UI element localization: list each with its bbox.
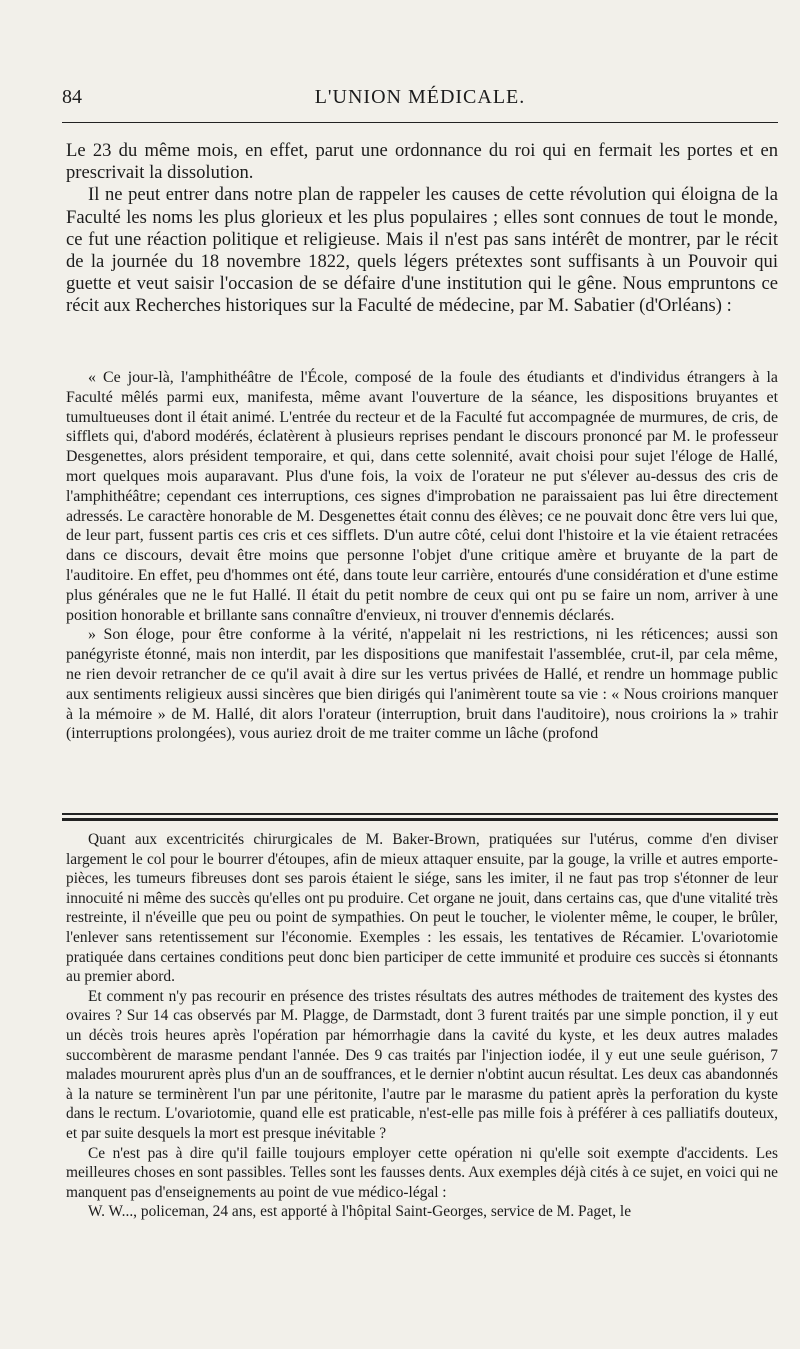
- page-header: [62, 86, 778, 116]
- paragraph: Ce n'est pas à dire qu'il faille toujours employer cette opération ni qu'elle soit exempte d'accidents. Les meilleures choses en sont passibles. Telles sont les fausses dents. Aux exemples déjà cités à ce sujet, en voici qui ne manquent pas d'enseignements au point de vue médico-légal :: [66, 1144, 778, 1201]
- quoted-account: [66, 368, 778, 744]
- running-title: L'UNION MÉDICALE.: [314, 86, 526, 108]
- paragraph: Quant aux excentricités chirurgicales de M. Baker-Brown, pratiquées sur l'utérus, comme d'en diviser largement le col pour le bourrer d'étoupes, afin de mieux attaquer ensuite, par la gouge, la vrille et autres emporte-pièces, les tumeurs fibreuses dont ses parois étaient le siége, sans les imiter, il ne faut pas trop s'étonner de leur innocuité ni même des succès qu'elles ont pu produire. Cet organe ne jouit, dans certains cas, que d'une vitalité très restreinte, il n'éveille que peu ou point de sympathies. On peut le toucher, le violenter même, le couper, le brûler, l'enlever sans retentissement sur l'économie. Exemples : les essais, les tentatives de Récamier. L'ovariotomie pratiquée dans certaines conditions peut donc bien participer de cette immunité et produire ces succès si étonnants au premier abord.: [66, 831, 778, 986]
- paragraph: » Son éloge, pour être conforme à la vérité, n'appelait ni les restrictions, ni les réticences; aussi son panégyriste étonné, mais non interdit, par les dispositions que manifestait l'assemblée, crut-il, par cela même, ne rien devoir retrancher de ce qu'il avait à dire sur les vertus privées de Hallé, et rendre un hommage public aux sentiments religieux aussi sincères que bien dirigés qui l'animèrent toute sa vie : « Nous croirions manquer à la mémoire » de M. Hallé, dit alors l'orateur (interruption, bruit dans l'auditoire), nous croirions la » trahir (interruptions prolongées), vous auriez droit de me traiter comme un lâche (profond: [66, 626, 778, 743]
- section-divider: [62, 813, 778, 815]
- upper-text: [66, 140, 778, 318]
- paragraph: « Ce jour-là, l'amphithéâtre de l'École, composé de la foule des étudiants et d'individus étrangers à la Faculté mêlés parmi eux, manifesta, même avant l'ouverture de la séance, les dispositions bruyantes et tumultueuses dont il était animé. L'entrée du recteur et de la Faculté fut accompagnée de murmures, de cris, de sifflets qui, d'abord modérés, éclatèrent à plusieurs reprises pendant le discours prononcé par M. le professeur Desgenettes, alors président temporaire, et qui, dans cette solennité, avait choisi pour sujet l'éloge de Hallé, mort quelques mois auparavant. Plus d'une fois, la voix de l'orateur ne put s'élever au-dessus des cris de l'amphithéâtre; cependant ces interruptions, ces signes d'improbation ne paraissaient pas lui être directement adressés. Le caractère honorable de M. Desgenettes était connu des élèves; ce ne pouvait donc être vers lui que, de leur part, fussent partis ces cris et ces sifflets. D'un autre côté, celui dont l'histoire et la vie étaient retracées dans ce discours, devait être moins que personne l'objet d'une critique amère et bruyante de la part de l'auditoire. En effet, peu d'hommes ont été, dans toute leur carrière, entourés d'une considération et d'une estime plus générales que ne le fut Hallé. Il était du petit nombre de ceux qui ont pu se faire un nom, arriver à une position honorable et brillante sans connaître d'envieux, ni trouver d'ennemis déclarés.: [66, 369, 778, 624]
- lower-text: [66, 830, 778, 1222]
- paragraph: Il ne peut entrer dans notre plan de rappeler les causes de cette révolution qui éloigna de la Faculté les noms les plus glorieux et les plus populaires ; elles sont connues de tout le monde, ce fut une réaction politique et religieuse. Mais il n'est pas sans intérêt de montrer, par le récit de la journée du 18 novembre 1822, quels légers prétextes sont suffisants à un Pouvoir qui guette et veut saisir l'occasion de se défaire d'une institution qui le gêne. Nous empruntons ce récit aux Recherches historiques sur la Faculté de médecine, par M. Sabatier (d'Orléans) :: [66, 184, 778, 317]
- paragraph: Le 23 du même mois, en effet, parut une ordonnance du roi qui en fermait les portes et en prescrivait la dissolution.: [66, 140, 778, 184]
- section-divider-thick: [62, 818, 778, 821]
- paragraph: W. W..., policeman, 24 ans, est apporté à l'hôpital Saint-Georges, service de M. Paget, le: [88, 1203, 632, 1221]
- page-number: 84: [62, 86, 82, 108]
- paragraph: Et comment n'y pas recourir en présence des tristes résultats des autres méthodes de traitement des kystes des ovaires ? Sur 14 cas observés par M. Plagge, de Darmstadt, dont 3 furent traités par une simple ponction, il y eut un décès trois heures après l'opération par hémorrhagie dans la cavité du kyste, et les deux autres malades succombèrent de marasme pendant l'année. Des 9 cas traités par l'injection iodée, il y eut une seule guérison, 7 malades moururent après plus d'un an de souffrances, et le dernier n'obtint aucun résultat. Les deux cas abandonnés à la nature se terminèrent l'un par une péritonite, l'autre par le marasme du patient après la perforation du kyste dans le rectum. L'ovariotomie, quand elle est praticable, n'est-elle pas mille fois à préférer à ces palliatifs douteux, et par suite desquels la mort est presque inévitable ?: [66, 987, 778, 1142]
- header-rule: [62, 122, 778, 123]
